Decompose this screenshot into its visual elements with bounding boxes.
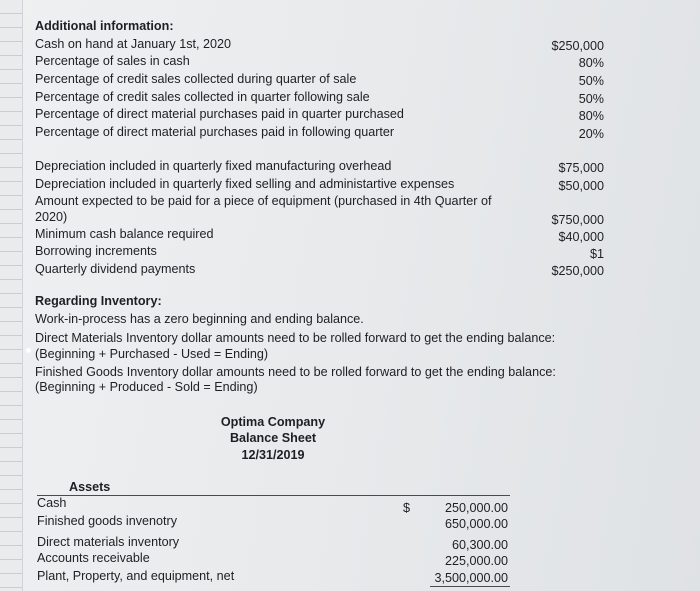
info-label: Cash on hand at January 1st, 2020 [35, 37, 232, 51]
inventory-line: Direct Materials Inventory dollar amounts need to be rolled forward to get the ending balance: [35, 331, 556, 345]
info-value: $750,000 [551, 213, 604, 227]
info-label: Percentage of direct material purchases paid in quarter purchased [35, 107, 404, 121]
info-value: 80% [578, 56, 604, 70]
currency-symbol: $ [403, 501, 411, 515]
inventory-line: (Beginning + Purchased - Used = Ending) [35, 347, 269, 361]
info-label: Depreciation included in quarterly fixed manufacturing overhead [35, 159, 392, 173]
info-value: 80% [578, 109, 604, 123]
info-value: 20% [578, 127, 604, 141]
info-value: $50,000 [558, 179, 604, 193]
info-label: Percentage of sales in cash [35, 54, 190, 68]
info-label: Percentage of credit sales collected in quarter following sale [35, 90, 370, 104]
info-label: Depreciation included in quarterly fixed selling and administartive expenses [35, 177, 455, 191]
asset-label: Plant, Property, and equipment, net [37, 569, 235, 583]
inventory-line: Work-in-process has a zero beginning and ending balance. [35, 312, 364, 326]
asset-label: Finished goods invenotry [37, 514, 178, 528]
info-value: $1 [589, 247, 604, 261]
company-name: Optima Company [220, 415, 326, 429]
info-label: Amount expected to be paid for a piece of equipment (purchased in 4th Quarter of [35, 194, 492, 208]
info-value: $75,000 [558, 161, 604, 175]
info-label: Quarterly dividend payments [35, 262, 196, 276]
statement-date: 12/31/2019 [241, 448, 305, 462]
total-rule [430, 586, 510, 587]
info-label: Percentage of credit sales collected during quarter of sale [35, 72, 357, 86]
info-label: Minimum cash balance required [35, 227, 214, 241]
asset-value: 60,300.00 [451, 538, 508, 552]
asset-value: 650,000.00 [444, 517, 508, 531]
info-label: Percentage of direct material purchases paid in following quarter [35, 125, 395, 139]
asset-label: Accounts receivable [37, 551, 150, 565]
asset-label: Direct materials inventory [37, 535, 180, 549]
asset-value: 225,000.00 [444, 554, 508, 568]
info-value: $40,000 [558, 230, 604, 244]
info-value: 50% [578, 92, 604, 106]
info-value: $250,000 [551, 39, 604, 53]
asset-value: 250,000.00 [444, 501, 508, 515]
statement-title: Balance Sheet [229, 431, 317, 445]
info-value: 50% [578, 74, 604, 88]
additional-info-heading: Additional information: [35, 19, 174, 33]
inventory-line: (Beginning + Produced - Sold = Ending) [35, 380, 258, 394]
inventory-heading: Regarding Inventory: [35, 294, 162, 308]
info-label-continued: 2020) [35, 210, 68, 224]
assets-heading: Assets [69, 480, 111, 494]
inventory-line: Finished Goods Inventory dollar amounts need to be rolled forward to get the ending balance: [35, 365, 556, 379]
asset-label: Cash [37, 496, 67, 510]
info-value: $250,000 [551, 264, 604, 278]
asset-value: 3,500,000.00 [434, 571, 508, 585]
header-rule [37, 495, 510, 496]
notebook-edge [0, 0, 23, 591]
bullet-dot [26, 348, 31, 353]
info-label: Borrowing increments [35, 244, 157, 258]
